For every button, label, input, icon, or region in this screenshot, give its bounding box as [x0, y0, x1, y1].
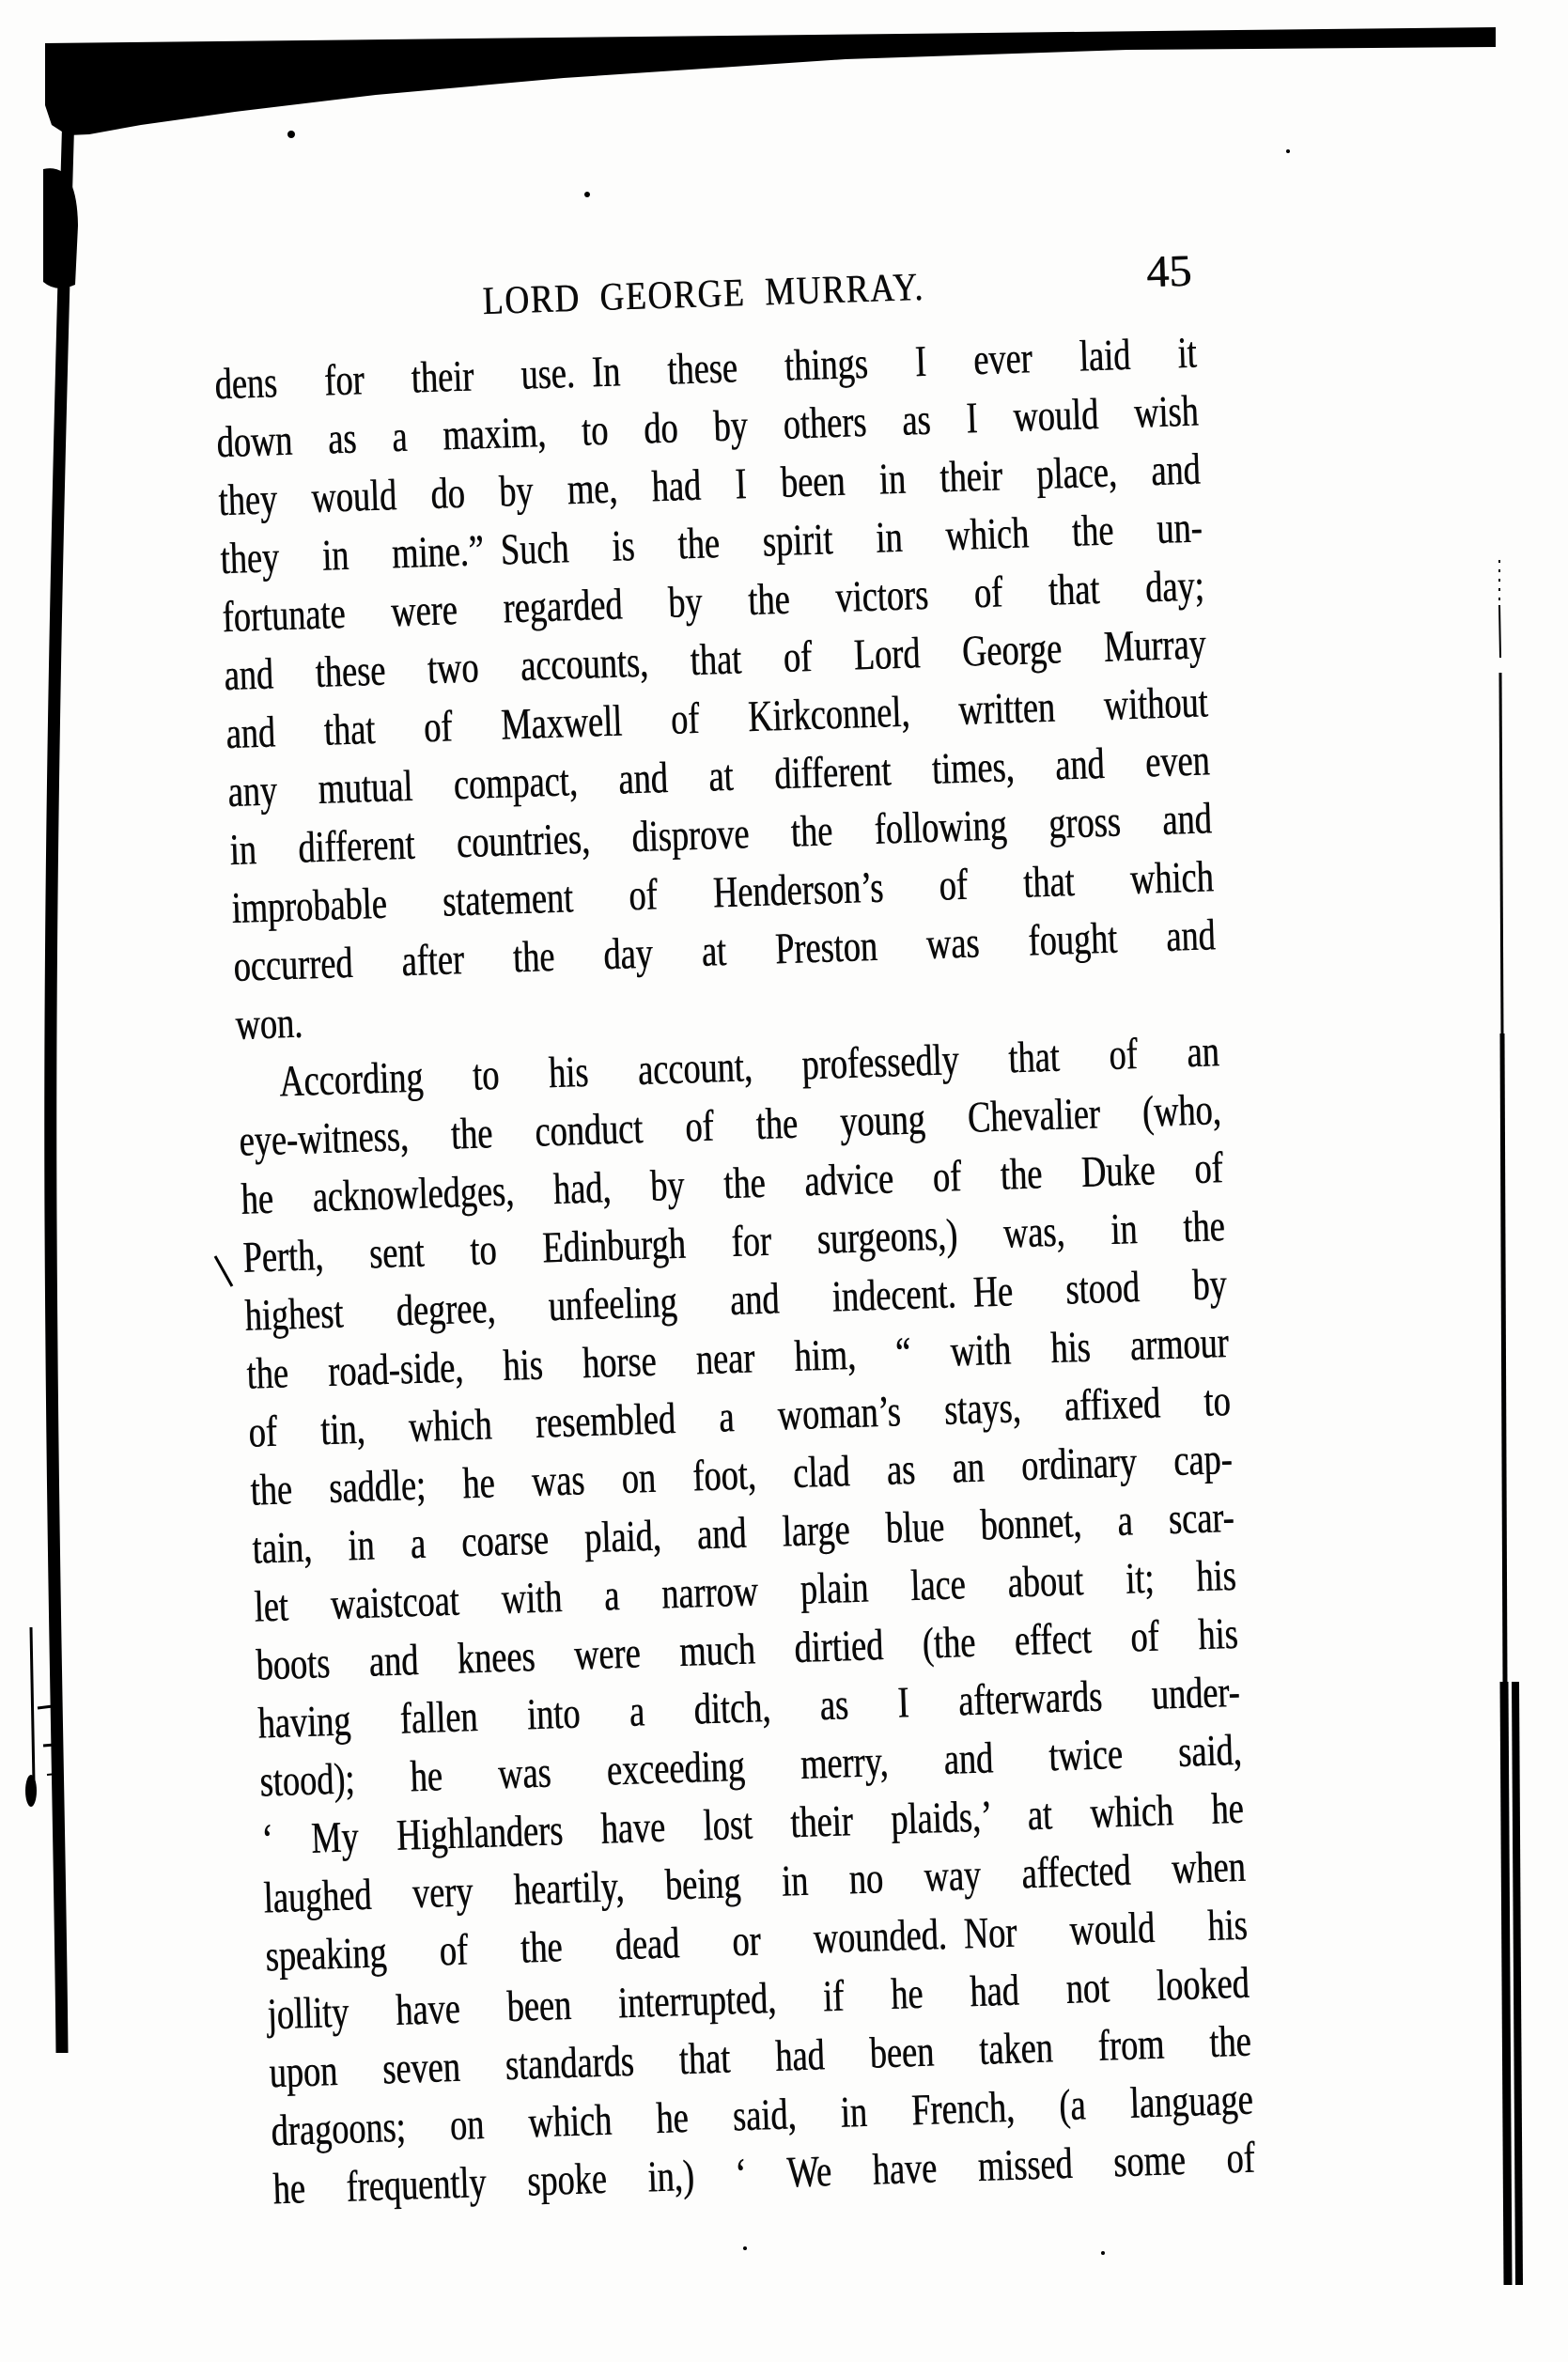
text-line: speaking of the dead or wounded. Nor would his [264, 1900, 1249, 1981]
text-line: laughed very heartily, being in no way affected when [262, 1841, 1247, 1923]
text-line: and that of Maxwell of Kirkconnel, written without [225, 677, 1209, 759]
speck-5 [1101, 2251, 1105, 2255]
left-dash-3 [47, 1774, 56, 1775]
text-line: of tin, which resembled a woman’s stays, affixed to [247, 1376, 1232, 1457]
page-content [211, 245, 1256, 2219]
top-edge-shadow [45, 27, 1496, 135]
left-binding-bar [51, 111, 69, 2053]
text-line: improbable statement of Henderson’s of that which [230, 852, 1215, 934]
speck-2 [287, 131, 295, 138]
speck-4 [743, 2246, 747, 2250]
text-line: ‘ My Highlanders have lost their plaids,’ at which he [260, 1783, 1245, 1865]
text-line: let waistcoat with a narrow plain lace about it; his [253, 1550, 1237, 1632]
text-line: jollity have been interrupted, if he had not looked [266, 1958, 1250, 2040]
text-line: he acknowledges, had, by the advice of the Duke of [240, 1143, 1224, 1224]
left-thin-line-blob [25, 1775, 37, 1807]
text-line: According to his account, professedly that of an [278, 1027, 1220, 1107]
text-line: dens for their use. In these things I ever laid it [213, 328, 1198, 410]
left-dash-1 [38, 1706, 53, 1708]
text-line: dragoons; on which he said, in French, (a language [270, 2075, 1254, 2156]
text-line: in different countries, disprove the following gross and [228, 794, 1213, 876]
left-dash-2 [43, 1745, 54, 1746]
right-line-mid [1500, 673, 1502, 1033]
left-thin-line [31, 1627, 34, 1783]
text-line: highest degree, unfeeling and indecent. He stood by [243, 1260, 1228, 1341]
right-double-bar-1 [1504, 1682, 1508, 2285]
text-line: he frequently spoke in,) ‘ We have missed some of [272, 2133, 1256, 2214]
text-line: won. [234, 998, 303, 1049]
text-line: Perth, sent to Edinburgh for surgeons,) was, in the [241, 1202, 1226, 1282]
page-number: 45 [1145, 245, 1192, 298]
running-title: LORD GEORGE MURRAY. [481, 265, 924, 324]
text-line: stood); he was exceeding merry, and twice said, [258, 1725, 1243, 1807]
text-line: fortunate were regarded by the victors of that day; [221, 561, 1205, 643]
text-line: they in mine.” Such is the spirit in which the un- [219, 503, 1203, 584]
text-line: occurred after the day at Preston was fought and [232, 910, 1217, 992]
stray-diagonal-mark [215, 1256, 232, 1286]
text-line: upon seven standards that had been taken from the [268, 2016, 1252, 2098]
right-line-thick [1502, 1033, 1505, 1684]
text-line: down as a maxim, to do by others as I would wish [215, 386, 1200, 468]
right-line-thin [1499, 605, 1500, 658]
right-double-bar-2 [1515, 1682, 1519, 2285]
text-line: having fallen into a ditch, as I afterwards under- [256, 1667, 1241, 1748]
left-edge-blob [43, 168, 78, 288]
text-line: they would do by me, had I been in their place, and [217, 444, 1202, 526]
text-line: the saddle; he was on foot, clad as an ordinary cap- [249, 1434, 1234, 1515]
text-line: eye-witness, the conduct of the young Chevalier (who, [238, 1085, 1222, 1166]
text-line: any mutual compact, and at different times, and even [226, 736, 1211, 817]
text-line: the road-side, his horse near him, “ with his armour [245, 1318, 1230, 1399]
speck-1 [584, 192, 590, 197]
body-text [214, 324, 1256, 2219]
text-line: tain, in a coarse plaid, and large blue bonnet, a scar- [251, 1492, 1235, 1574]
text-line: and these two accounts, that of Lord George Murray [223, 619, 1207, 701]
speck-3 [1286, 149, 1290, 153]
text-line: boots and knees were much dirtied (the effect of his [255, 1608, 1239, 1690]
